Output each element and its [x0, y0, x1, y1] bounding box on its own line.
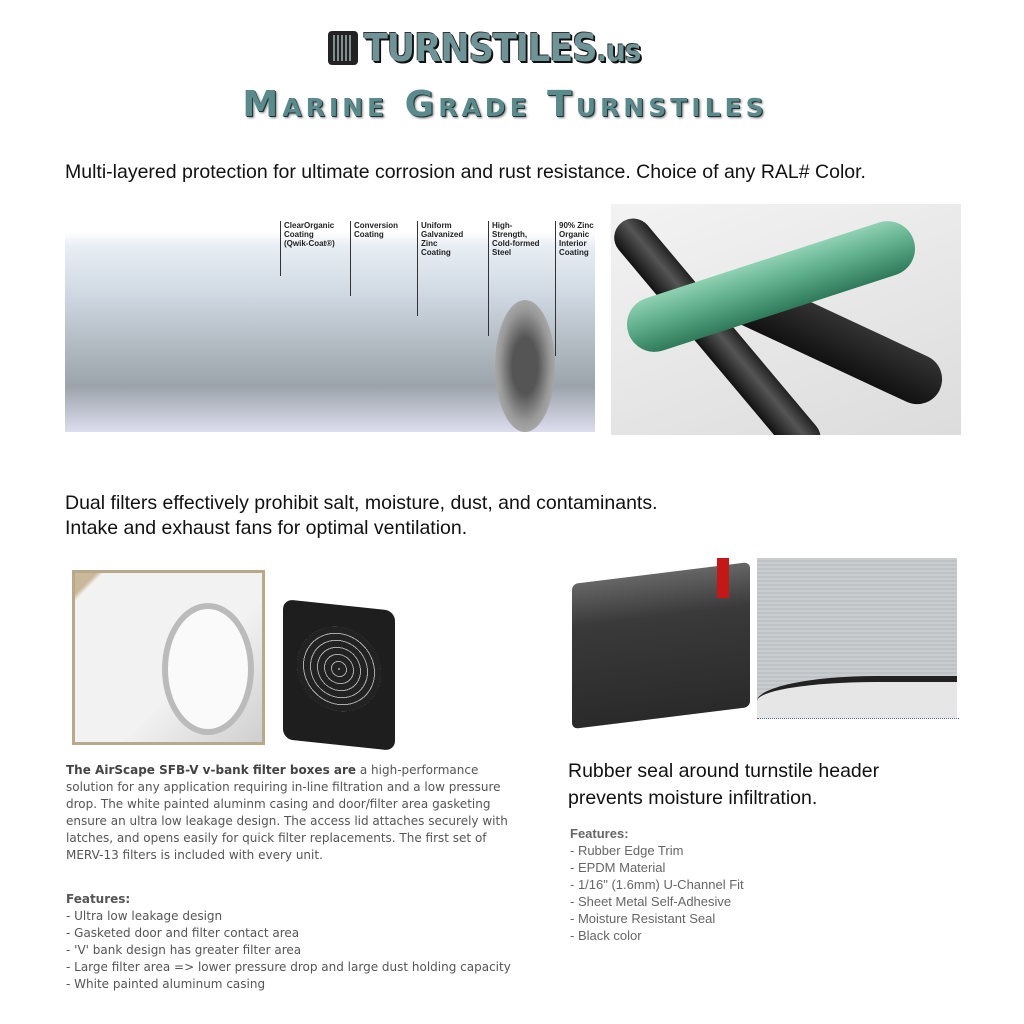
pipe-layers-diagram	[65, 205, 595, 432]
sheet-metal-seal-image	[757, 558, 957, 718]
list-item: - 'V' bank design has greater filter area	[66, 943, 302, 957]
list-item: - Moisture Resistant Seal	[570, 911, 716, 926]
logo-text: TURNSTILES	[364, 26, 597, 70]
list-item: - Large filter area => lower pressure drop and large dust holding capacity	[66, 960, 511, 974]
list-item: - White painted aluminum casing	[66, 977, 266, 991]
pipe-layer-label: 90% Zinc Organic Interior Coating	[555, 221, 594, 356]
pipe-layer-label: Conversion Coating	[350, 221, 398, 296]
filters-text-line1: Dual filters effectively prohibit salt, moisture, dust, and contaminants.	[65, 492, 658, 514]
filter-description: The AirScape SFB-V v-bank filter boxes are a high-performance solution for any application requiring in-line filtration and a low pressure drop. The white painted aluminm casing and door/filter area gasketing ensure an ultra low leakage design. The access lid attaches securely with latches, and opens easily for quick filter replacements. The first set of MERV-13 filters is included with every unit.	[66, 763, 508, 862]
list-item: - 1/16" (1.6mm) U-Channel Fit	[570, 877, 744, 892]
seal-text-line1: Rubber seal around turnstile header	[568, 760, 880, 782]
logo-suffix: .us	[596, 34, 641, 69]
list-item: - Black color	[570, 928, 642, 943]
fan-image	[283, 599, 395, 751]
seal-features	[570, 825, 744, 944]
filters-text-line2: Intake and exhaust fans for optimal ventilation.	[65, 517, 468, 539]
seal-text-line2: prevents moisture infiltration.	[568, 787, 818, 809]
pipe-layer-label: High- Strength, Cold-formed Steel	[488, 221, 540, 336]
features-heading: Features:	[570, 826, 629, 841]
list-item: - Gasketed door and filter contact area	[66, 926, 300, 940]
filter-box-image	[72, 570, 265, 745]
logo[interactable]	[328, 28, 664, 68]
list-item: - Ultra low leakage design	[66, 909, 223, 923]
pipe-layer-label: Uniform Galvanized Zinc Coating	[417, 221, 463, 316]
features-heading: Features:	[66, 892, 131, 906]
list-item: - EPDM Material	[570, 860, 666, 875]
page-title: Marine Grade Turnstiles	[242, 84, 768, 125]
corrosion-text: Multi-layered protection for ultimate corrosion and rust resistance. Choice of any RAL# Color.	[65, 161, 866, 183]
divider	[757, 718, 959, 719]
list-item: - Rubber Edge Trim	[570, 843, 684, 858]
rubber-seal-image	[572, 553, 750, 718]
coated-tubes-photo	[611, 204, 961, 435]
turnstile-icon	[328, 31, 358, 65]
filter-features	[66, 891, 511, 993]
list-item: - Sheet Metal Self-Adhesive	[570, 894, 732, 909]
pipe-layer-label: ClearOrganic Coating (Qwik-Coat®)	[280, 221, 335, 276]
